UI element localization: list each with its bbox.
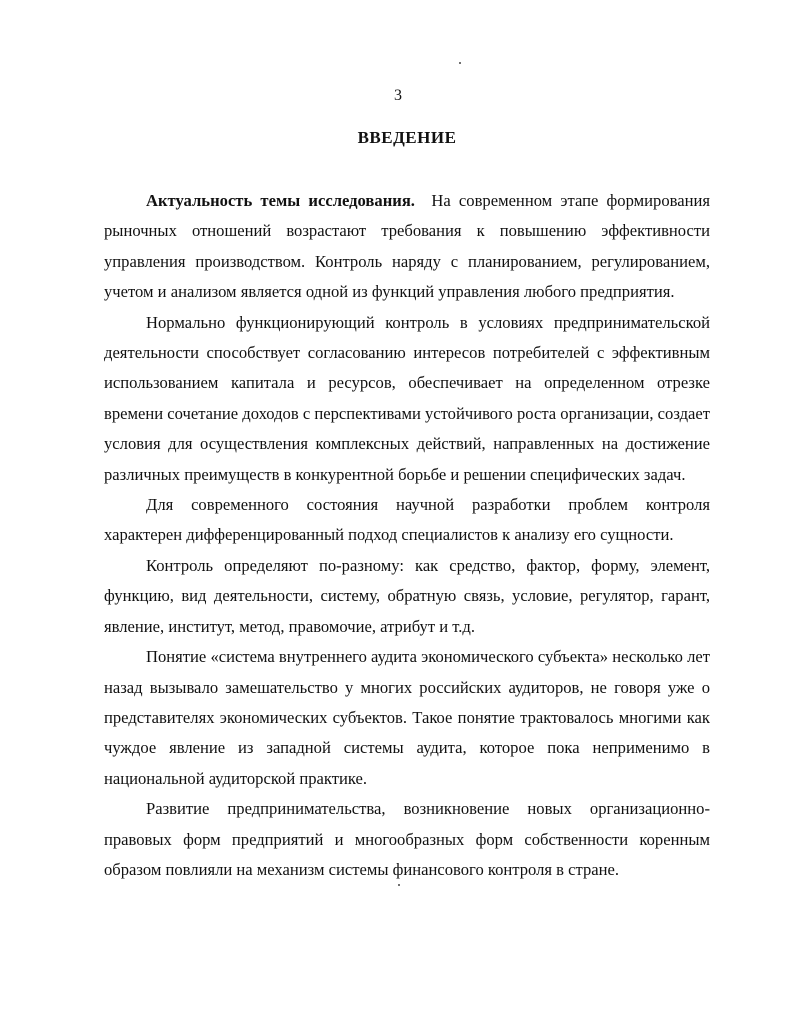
paragraph-text: На современном этапе формирования рыночных отношений возрастают требования к повышению эффективности управления производством. Контроль наряду с планированием, регулированием, учетом и анализом является одной из функций управления любого предприятия. — [104, 191, 710, 302]
paragraph-5: Понятие «система внутреннего аудита экономического субъекта» несколько лет назад вызывало замешательство у многих российских аудиторов, не говоря уже о представителях экономических субъектов. Такое понятие трактовалось многими как чуждое явление из западной системы аудита, которое пока неприменимо в национальной аудиторской практике. — [104, 647, 710, 788]
paragraph-lead: Актуальность темы исследования. — [146, 191, 415, 210]
body-text — [104, 186, 710, 885]
scan-speck — [459, 62, 461, 64]
page-heading: ВВЕДЕНИЕ — [357, 128, 457, 147]
paragraph-6: Развитие предпринимательства, возникновение новых организационно-правовых форм предприятий и многообразных форм собственности коренным образом повлияли на механизм системы финансового контроля в стране. — [104, 799, 710, 879]
paragraph-3: Для современного состояния научной разработки проблем контроля характерен дифференцированный подход специалистов к анализу его сущности. — [104, 495, 710, 545]
paragraph-4: Контроль определяют по-разному: как средство, фактор, форму, элемент, функцию, вид деятельности, систему, обратную связь, условие, регулятор, гарант, явление, институт, метод, правомочие, атрибут и т.д. — [104, 555, 710, 636]
paragraph-2: Нормально функционирующий контроль в условиях предпринимательской деятельности способствует согласованию интересов потребителей с эффективным использованием капитала и ресурсов, обеспечивает на определенном отрезке времени сочетание доходов с перспективами устойчивого роста организации, создает условия для осуществления комплексных действий, направленных на достижение различных преимуществ в конкурентной борьбе и решении специфических задач. — [104, 312, 711, 484]
paragraph-1 — [104, 186, 710, 308]
page-number: 3 — [394, 87, 402, 104]
